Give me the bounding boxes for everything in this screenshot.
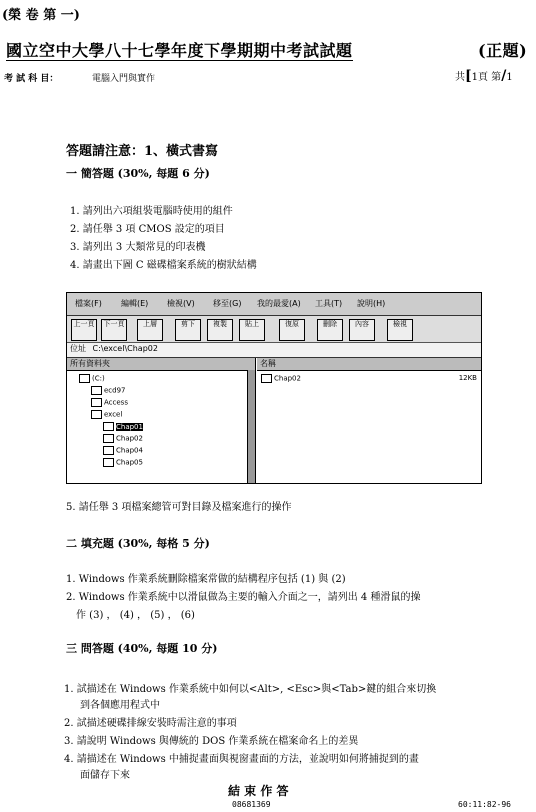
scrollbar [247,370,255,483]
tree-item: Chap05 [103,458,143,467]
figure-menu-item: 工具(T) [315,299,343,308]
question: 3. 請列出 3 大類常見的印表機 [70,242,206,253]
figure-address-bar: 位址 C:\excel\Chap02 [67,343,481,358]
figure-menu-item: 編輯(E) [121,299,149,308]
section-2-title: 二 填充題 (30%, 每格 5 分) [66,537,210,550]
question: 4. 請畫出下圖 C 磁碟檔案系統的樹狀結構 [70,260,257,271]
serial-number: 08681369 [232,800,271,809]
tree-item: excel [91,410,122,419]
figure-menu-item: 說明(H) [357,299,386,308]
print-code: 60:11:82-96 [458,800,511,809]
version-label: (正題) [478,41,528,60]
question: 1. 試描述在 Windows 作業系統中如何以<Alt>, <Esc>與<Tab>鍵的組合來切換 [64,684,437,695]
question: 面儲存下來 [80,770,130,781]
up-folder-icon: 上層 [137,319,163,341]
question: 2. Windows 作業系統中以滑鼠做為主要的輸入介面之一，請列出 4 種滑鼠的操 [66,592,421,603]
tree-item: Chap04 [103,446,143,455]
figure-menu-item: 移至(G) [213,299,242,308]
tree-item: Chap01 [103,422,143,431]
section-1-title: 一 簡答題 (30%, 每題 6 分) [66,167,210,180]
question: 3. 請說明 Windows 與傳統的 DOS 作業系統在檔案命名上的差異 [64,736,359,747]
exam-title: 國立空中大學八十七學年度下學期期中考試試題 [6,41,353,60]
question: 5. 請任舉 3 項檔案總管可對目錄及檔案進行的操作 [66,502,292,513]
question: 2. 試描述硬碟排線安裝時需注意的事項 [64,718,237,729]
back-icon: 上一頁 [71,319,97,341]
figure-folder-pane: 所有資料夾 (C:) ecd97 Access excel Chap01 Chap02 Chap04 Chap05 [67,358,256,483]
notice: 答題請注意：1、橫式書寫 [66,144,219,159]
question: 2. 請任舉 3 項 CMOS 設定的項目 [70,224,225,235]
page-counter: 共[1頁 第/1 [455,68,513,84]
figure-toolbar [67,316,481,343]
tree-item: (C:) [79,374,105,383]
explorer-figure [66,292,482,484]
tree-item: Chap02 [103,434,143,443]
undo-icon: 復原 [279,319,305,341]
question: 1. Windows 作業系統刪除檔案常做的結構程序包括 (1) 與 (2) [66,574,346,585]
figure-menu-item: 我的最愛(A) [257,299,301,308]
forward-icon: 下一頁 [101,319,127,341]
question: 作 (3) ， (4) ， (5) ， (6) [76,610,195,621]
volume-label: (榮 卷 第 一) [2,8,80,23]
question: 4. 請描述在 Windows 中捕捉畫面與視窗畫面的方法，並說明如何將捕捉到的畫 [64,754,419,765]
figure-menu-bar [67,293,481,316]
subject-label: 考 試 科 目： [4,74,59,84]
question: 1. 請列出六項組裝電腦時使用的組件 [70,206,233,217]
paste-icon: 貼上 [239,319,265,341]
figure-menu-item: 檢視(V) [167,299,195,308]
views-icon: 檢視 [387,319,413,341]
file-size: 12KB [458,374,477,382]
question: 到各個應用程式中 [80,700,160,711]
end-label: 結 束 作 答 [228,784,289,798]
properties-icon: 內容 [349,319,375,341]
copy-icon: 複製 [207,319,233,341]
section-3-title: 三 問答題 (40%, 每題 10 分) [66,642,218,655]
subject-value: 電腦入門與實作 [92,74,156,84]
list-item: Chap02 [261,374,301,383]
tree-item: Access [91,398,128,407]
tree-item: ecd97 [91,386,126,395]
delete-icon: 刪除 [317,319,343,341]
cut-icon: 剪下 [175,319,201,341]
figure-contents-pane: 名稱 Chap02 12KB [257,358,481,483]
figure-menu-item: 檔案(F) [75,299,102,308]
